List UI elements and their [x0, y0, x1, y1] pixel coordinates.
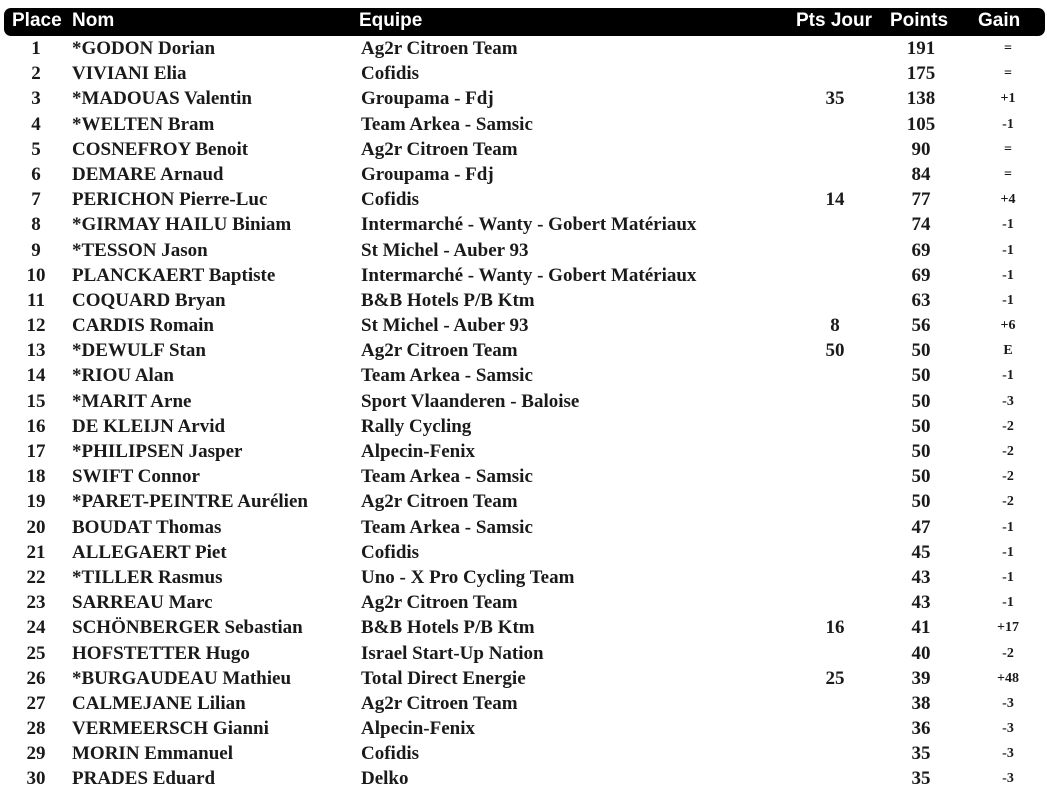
rider-name-cell: PERICHON Pierre-Luc: [72, 189, 268, 211]
team-cell: Intermarché - Wanty - Gobert Matériaux: [361, 214, 697, 236]
points-cell: 90: [911, 138, 931, 160]
points-cell: 47: [911, 516, 931, 538]
table-row: [0, 263, 1047, 288]
points-cell: 36: [911, 718, 931, 740]
rider-name-cell: DEMARE Arnaud: [72, 163, 224, 185]
gain-cell: =: [1004, 141, 1012, 157]
rank-cell: 16: [26, 415, 46, 437]
points-cell: 50: [911, 415, 931, 437]
points-cell: 43: [911, 566, 931, 588]
table-row: [0, 464, 1047, 489]
gain-cell: -1: [1002, 267, 1014, 283]
rider-name-cell: *RIOU Alan: [72, 365, 174, 387]
rank-cell: 13: [26, 340, 46, 362]
points-cell: 50: [911, 491, 931, 513]
header-equipe: Equipe: [359, 10, 423, 31]
day-points-cell: 25: [825, 667, 845, 689]
ranking-table: [0, 36, 1047, 792]
rider-name-cell: SARREAU Marc: [72, 592, 213, 614]
table-row: [0, 288, 1047, 313]
rider-name-cell: PLANCKAERT Baptiste: [72, 264, 276, 286]
rank-cell: 4: [31, 113, 41, 135]
team-cell: Sport Vlaanderen - Baloise: [361, 390, 580, 412]
gain-cell: -1: [1002, 116, 1014, 132]
rider-name-cell: VERMEERSCH Gianni: [72, 718, 269, 740]
table-row: [0, 338, 1047, 363]
table-row: [0, 666, 1047, 691]
rider-name-cell: MORIN Emmanuel: [72, 743, 233, 765]
rank-cell: 22: [26, 566, 46, 588]
table-row: [0, 540, 1047, 565]
rank-cell: 24: [26, 617, 46, 639]
table-row: [0, 313, 1047, 338]
table-row: [0, 641, 1047, 666]
rider-name-cell: CARDIS Romain: [72, 315, 214, 337]
header-place: Place: [12, 10, 62, 31]
gain-cell: -2: [1002, 645, 1014, 661]
team-cell: B&B Hotels P/B Ktm: [361, 289, 535, 311]
team-cell: Team Arkea - Samsic: [361, 365, 533, 387]
rank-cell: 14: [26, 365, 46, 387]
rank-cell: 28: [26, 718, 46, 740]
table-row: [0, 86, 1047, 111]
rank-cell: 1: [31, 38, 41, 59]
table-row: [0, 515, 1047, 540]
gain-cell: E: [1003, 343, 1013, 359]
gain-cell: +48: [997, 670, 1019, 686]
points-cell: 40: [911, 642, 931, 664]
points-cell: 38: [911, 692, 931, 714]
team-cell: Team Arkea - Samsic: [361, 466, 533, 488]
rider-name-cell: HOFSTETTER Hugo: [72, 642, 250, 664]
rider-name-cell: *TESSON Jason: [72, 239, 208, 261]
points-cell: 191: [906, 38, 936, 59]
points-cell: 63: [911, 289, 931, 311]
gain-cell: -1: [1002, 217, 1014, 233]
rank-cell: 6: [31, 163, 41, 185]
rank-cell: 12: [26, 315, 46, 337]
points-cell: 69: [911, 239, 931, 261]
team-cell: Alpecin-Fenix: [361, 718, 475, 740]
gain-cell: +1: [1000, 91, 1016, 107]
rider-name-cell: VIVIANI Elia: [72, 63, 187, 85]
header-points: Points: [890, 10, 949, 31]
team-cell: Delko: [361, 768, 409, 790]
rank-cell: 18: [26, 466, 46, 488]
rider-name-cell: SWIFT Connor: [72, 466, 200, 488]
rider-name-cell: *GIRMAY HAILU Biniam: [72, 214, 292, 236]
table-row: [0, 590, 1047, 615]
gain-cell: -1: [1002, 242, 1014, 258]
table-row: [0, 162, 1047, 187]
rank-cell: 21: [26, 541, 46, 563]
rank-cell: 19: [26, 491, 46, 513]
rider-name-cell: *BURGAUDEAU Mathieu: [72, 667, 292, 689]
points-cell: 50: [911, 340, 931, 362]
table-row: [0, 112, 1047, 137]
gain-cell: -3: [1002, 771, 1014, 787]
table-header: [4, 8, 1045, 36]
gain-cell: -3: [1002, 393, 1014, 409]
rider-name-cell: *MARIT Arne: [72, 390, 192, 412]
table-row: [0, 691, 1047, 716]
team-cell: Team Arkea - Samsic: [361, 516, 533, 538]
day-points-cell: 8: [830, 315, 840, 337]
header-gain: Gain: [978, 10, 1021, 31]
gain-cell: -2: [1002, 418, 1014, 434]
rider-name-cell: COQUARD Bryan: [72, 289, 226, 311]
points-cell: 43: [911, 592, 931, 614]
gain-cell: =: [1004, 41, 1012, 56]
team-cell: Cofidis: [361, 189, 420, 211]
rider-name-cell: PRADES Eduard: [72, 768, 216, 790]
points-cell: 69: [911, 264, 931, 286]
rank-cell: 15: [26, 390, 46, 412]
rider-name-cell: DE KLEIJN Arvid: [72, 415, 226, 437]
team-cell: Ag2r Citroen Team: [361, 340, 518, 362]
points-cell: 50: [911, 466, 931, 488]
gain-cell: -1: [1002, 569, 1014, 585]
gain-cell: -1: [1002, 519, 1014, 535]
rank-cell: 5: [31, 138, 41, 160]
rank-cell: 26: [26, 667, 46, 689]
day-points-cell: 35: [825, 88, 845, 110]
rider-name-cell: *TILLER Rasmus: [72, 566, 223, 588]
table-row: [0, 363, 1047, 388]
rider-name-cell: *PHILIPSEN Jasper: [72, 441, 243, 462]
team-cell: Ag2r Citroen Team: [361, 38, 518, 59]
points-cell: 84: [911, 163, 931, 185]
rank-cell: 20: [26, 516, 46, 538]
points-cell: 35: [911, 768, 931, 790]
table-row: [0, 187, 1047, 212]
rank-cell: 27: [26, 692, 46, 714]
gain-cell: -1: [1002, 292, 1014, 308]
rider-name-cell: *PARET-PEINTRE Aurélien: [72, 491, 308, 513]
points-cell: 41: [911, 617, 931, 639]
table-row: [0, 36, 1047, 61]
header-pts-jour: Pts Jour: [796, 10, 873, 31]
rider-name-cell: *DEWULF Stan: [72, 340, 206, 362]
table-row: [0, 716, 1047, 741]
table-row: [0, 741, 1047, 766]
gain-cell: -1: [1002, 595, 1014, 611]
rider-name-cell: *MADOUAS Valentin: [72, 88, 252, 110]
team-cell: B&B Hotels P/B Ktm: [361, 617, 535, 639]
gain-cell: -1: [1002, 544, 1014, 560]
rank-cell: 10: [26, 264, 46, 286]
gain-cell: -3: [1002, 721, 1014, 737]
rider-name-cell: *WELTEN Bram: [72, 113, 215, 135]
rank-cell: 23: [26, 592, 46, 614]
rider-name-cell: CALMEJANE Lilian: [72, 692, 246, 714]
points-cell: 77: [911, 189, 931, 211]
rider-name-cell: ALLEGAERT Piet: [72, 541, 227, 563]
team-cell: Ag2r Citroen Team: [361, 692, 518, 714]
rank-cell: 11: [27, 289, 45, 311]
points-cell: 45: [911, 541, 931, 563]
team-cell: Ag2r Citroen Team: [361, 491, 518, 513]
team-cell: Rally Cycling: [361, 415, 472, 437]
gain-cell: =: [1004, 166, 1012, 182]
table-row: [0, 389, 1047, 414]
table-row: [0, 565, 1047, 590]
points-cell: 39: [911, 667, 931, 689]
team-cell: Uno - X Pro Cycling Team: [361, 566, 575, 588]
gain-cell: -2: [1002, 469, 1014, 485]
team-cell: St Michel - Auber 93: [361, 239, 529, 261]
gain-cell: -3: [1002, 695, 1014, 711]
points-cell: 74: [911, 214, 931, 236]
day-points-cell: 14: [825, 189, 845, 211]
table-row: [0, 212, 1047, 237]
day-points-cell: 50: [825, 340, 845, 362]
gain-cell: =: [1004, 66, 1012, 82]
rank-cell: 9: [31, 239, 41, 261]
team-cell: Cofidis: [361, 743, 420, 765]
team-cell: Israel Start-Up Nation: [361, 642, 544, 664]
points-cell: 35: [911, 743, 931, 765]
rank-cell: 29: [26, 743, 46, 765]
table-row: [0, 137, 1047, 162]
table-row: [0, 766, 1047, 791]
rank-cell: 3: [31, 88, 41, 110]
table-row: [0, 61, 1047, 86]
gain-cell: -3: [1002, 746, 1014, 762]
team-cell: Intermarché - Wanty - Gobert Matériaux: [361, 264, 697, 286]
gain-cell: +4: [1000, 192, 1016, 208]
table-row: [0, 615, 1047, 640]
points-cell: 50: [911, 390, 931, 412]
rank-cell: 30: [26, 768, 46, 790]
day-points-cell: 16: [825, 617, 845, 639]
points-cell: 50: [911, 441, 931, 462]
team-cell: Ag2r Citroen Team: [361, 138, 518, 160]
team-cell: Team Arkea - Samsic: [361, 113, 533, 135]
rank-cell: 25: [26, 642, 46, 664]
rider-name-cell: BOUDAT Thomas: [72, 516, 222, 538]
team-cell: St Michel - Auber 93: [361, 315, 529, 337]
team-cell: Cofidis: [361, 541, 420, 563]
team-cell: Groupama - Fdj: [361, 88, 494, 110]
points-cell: 50: [911, 365, 931, 387]
team-cell: Groupama - Fdj: [361, 163, 494, 185]
table-row: [0, 489, 1047, 514]
team-cell: Total Direct Energie: [361, 667, 526, 689]
rank-cell: 2: [31, 63, 41, 85]
header-nom: Nom: [72, 10, 115, 31]
rank-cell: 17: [26, 441, 46, 462]
points-cell: 175: [906, 63, 936, 85]
gain-cell: +17: [997, 620, 1019, 636]
team-cell: Cofidis: [361, 63, 420, 85]
gain-cell: -2: [1002, 494, 1014, 510]
rank-cell: 7: [31, 189, 41, 211]
rider-name-cell: COSNEFROY Benoit: [72, 138, 249, 160]
points-cell: 138: [906, 88, 936, 110]
team-cell: Ag2r Citroen Team: [361, 592, 518, 614]
gain-cell: -1: [1002, 368, 1014, 384]
rider-name-cell: SCHÖNBERGER Sebastian: [72, 617, 303, 639]
gain-cell: +6: [1000, 318, 1016, 334]
table-row: [0, 439, 1047, 464]
rider-name-cell: *GODON Dorian: [72, 38, 216, 59]
rank-cell: 8: [31, 214, 41, 236]
table-row: [0, 238, 1047, 263]
gain-cell: -2: [1002, 444, 1014, 459]
team-cell: Alpecin-Fenix: [361, 441, 475, 462]
points-cell: 56: [911, 315, 931, 337]
points-cell: 105: [906, 113, 936, 135]
table-row: [0, 414, 1047, 439]
